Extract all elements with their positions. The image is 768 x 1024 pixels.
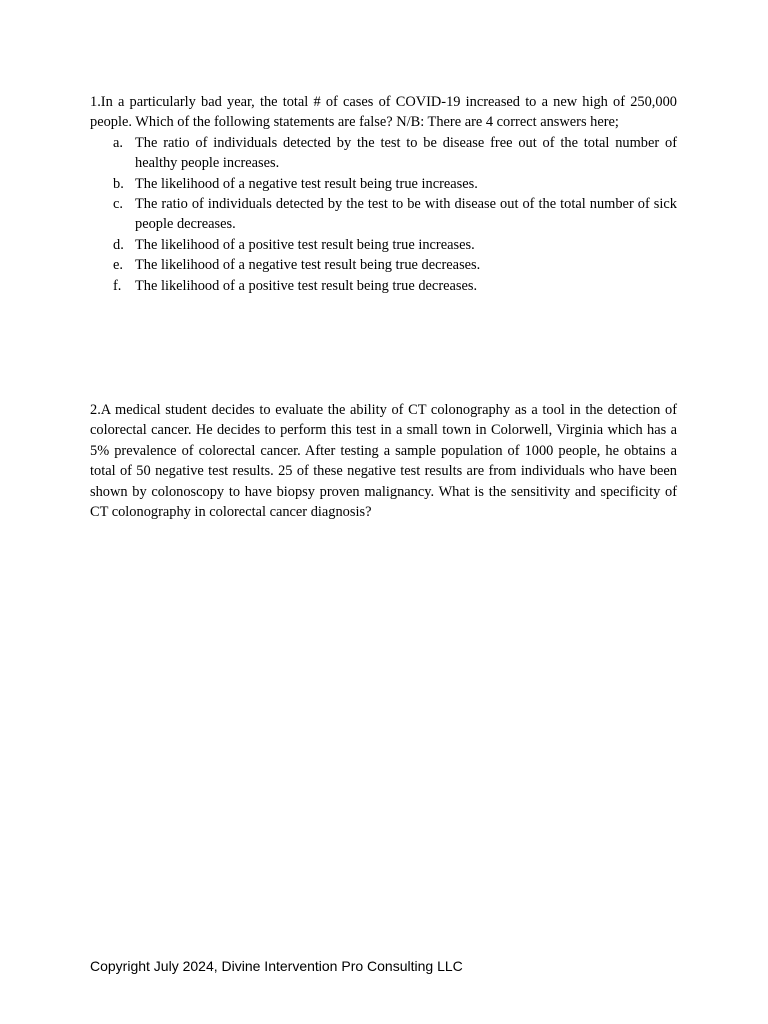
option-letter: d.: [113, 236, 124, 253]
option-e: [90, 255, 677, 275]
option-letter: f.: [113, 277, 122, 294]
option-d: [90, 235, 677, 255]
question-1-options: [90, 133, 677, 296]
option-letter: b.: [113, 175, 124, 192]
option-letter: a.: [113, 134, 123, 151]
question-2: [90, 400, 677, 522]
option-c: [90, 194, 677, 235]
option-f: [90, 276, 677, 296]
option-text: The likelihood of a negative test result being true increases.: [135, 175, 478, 192]
option-letter: e.: [113, 257, 123, 274]
option-text: The ratio of individuals detected by the test to be with disease out of the total number of sick people decreases.: [135, 196, 677, 233]
copyright-footer: Copyright July 2024, Divine Intervention Pro Consulting LLC: [90, 958, 463, 974]
question-1-stem: 1.In a particularly bad year, the total # of cases of COVID-19 increased to a new high of 250,000 people. Which of the following statements are false? N/B: There are 4 correct answers here;: [90, 94, 677, 131]
option-a: [90, 133, 677, 174]
question-2-text: 2.A medical student decides to evaluate the ability of CT colonography as a tool in the detection of colorectal cancer. He decides to perform this test in a small town in Colorwell, Virginia which has a 5% prevalence of colorectal cancer. After testing a sample population of 1000 people, he obtains a total of 50 negative test results. 25 of these negative test results are from individuals who have been shown by colonoscopy to have biopsy proven malignancy. What is the sensitivity and specificity of CT colonography in colorectal cancer diagnosis?: [90, 402, 677, 521]
option-b: [90, 174, 677, 194]
option-text: The likelihood of a positive test result being true increases.: [135, 236, 475, 253]
option-letter: c.: [113, 196, 123, 213]
option-text: The likelihood of a positive test result being true decreases.: [135, 277, 478, 294]
question-1: [90, 92, 677, 296]
option-text: The likelihood of a negative test result being true decreases.: [135, 257, 481, 274]
option-text: The ratio of individuals detected by the test to be disease free out of the total number of healthy people increases.: [135, 134, 677, 172]
